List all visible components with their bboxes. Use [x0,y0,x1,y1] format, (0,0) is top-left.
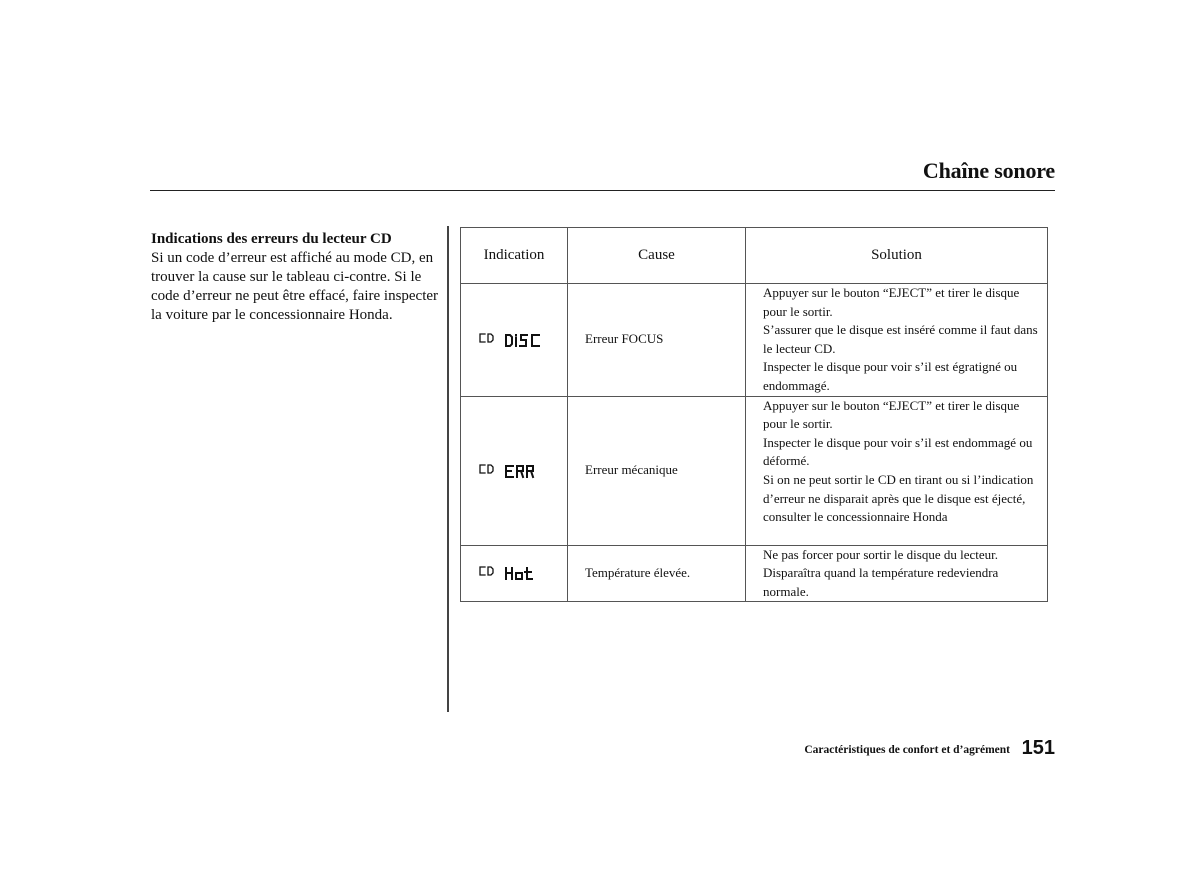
column-divider [447,226,449,712]
title-rule [150,190,1055,191]
solution-line: Inspecter le disque pour voir s’il est égratigné ou endommagé. [763,359,1018,393]
solution-line: Inspecter le disque pour voir s’il est endommagé ou déformé. [763,434,1033,469]
lcd-err-display [475,460,547,482]
footer-section-title: Caractéristiques de confort et d’agrément [804,744,1010,756]
solution-line: Disparaîtra quand la température redeviendra normale. [763,565,999,599]
table-row [461,545,1048,602]
cause-cell: Erreur FOCUS [568,284,746,397]
solution-cell [746,284,1048,397]
table-row [461,396,1048,545]
indication-cell [461,396,568,545]
solution-cell [746,545,1048,602]
indication-cell [461,545,568,602]
table-header-row [461,228,1048,284]
solution-line: Ne pas forcer pour sortir le disque du lecteur. [763,546,999,562]
solution-line: Appuyer sur le bouton “EJECT” et tirer le disque pour le sortir. [763,285,1020,319]
table-row [461,284,1048,397]
header-cause: Cause [568,228,746,284]
solution-cell [746,396,1048,545]
solution-line: Appuyer sur le bouton “EJECT” et tirer le disque pour le sortir. [763,397,1020,432]
error-table [460,227,1048,602]
page-number: 151 [1021,737,1055,759]
solution-line: S’assurer que le disque est inséré comme il faut dans le lecteur CD. [763,322,1038,356]
page-title: Chaîne sonore [922,158,1055,183]
solution-line: Si on ne peut sortir le CD en tirant ou si l’indication d’erreur ne disparait après que le disque est éjecté, consulter le concessionnaire Honda [763,471,1034,525]
intro-section [151,230,441,325]
intro-body: Si un code d’erreur est affiché au mode CD, en trouver la cause sur le tableau ci-contre. Si le code d’erreur ne peut être effacé, faire inspecter la voiture par le concessionnaire Honda. [151,250,439,323]
indication-cell [461,284,568,397]
header-indication: Indication [461,228,568,284]
cause-cell: Température élevée. [568,545,746,602]
lcd-hot-display [475,562,547,584]
intro-heading: Indications des erreurs du lecteur CD [151,231,392,247]
header-solution: Solution [746,228,1048,284]
cause-cell: Erreur mécanique [568,396,746,545]
lcd-disc-display [475,329,547,351]
